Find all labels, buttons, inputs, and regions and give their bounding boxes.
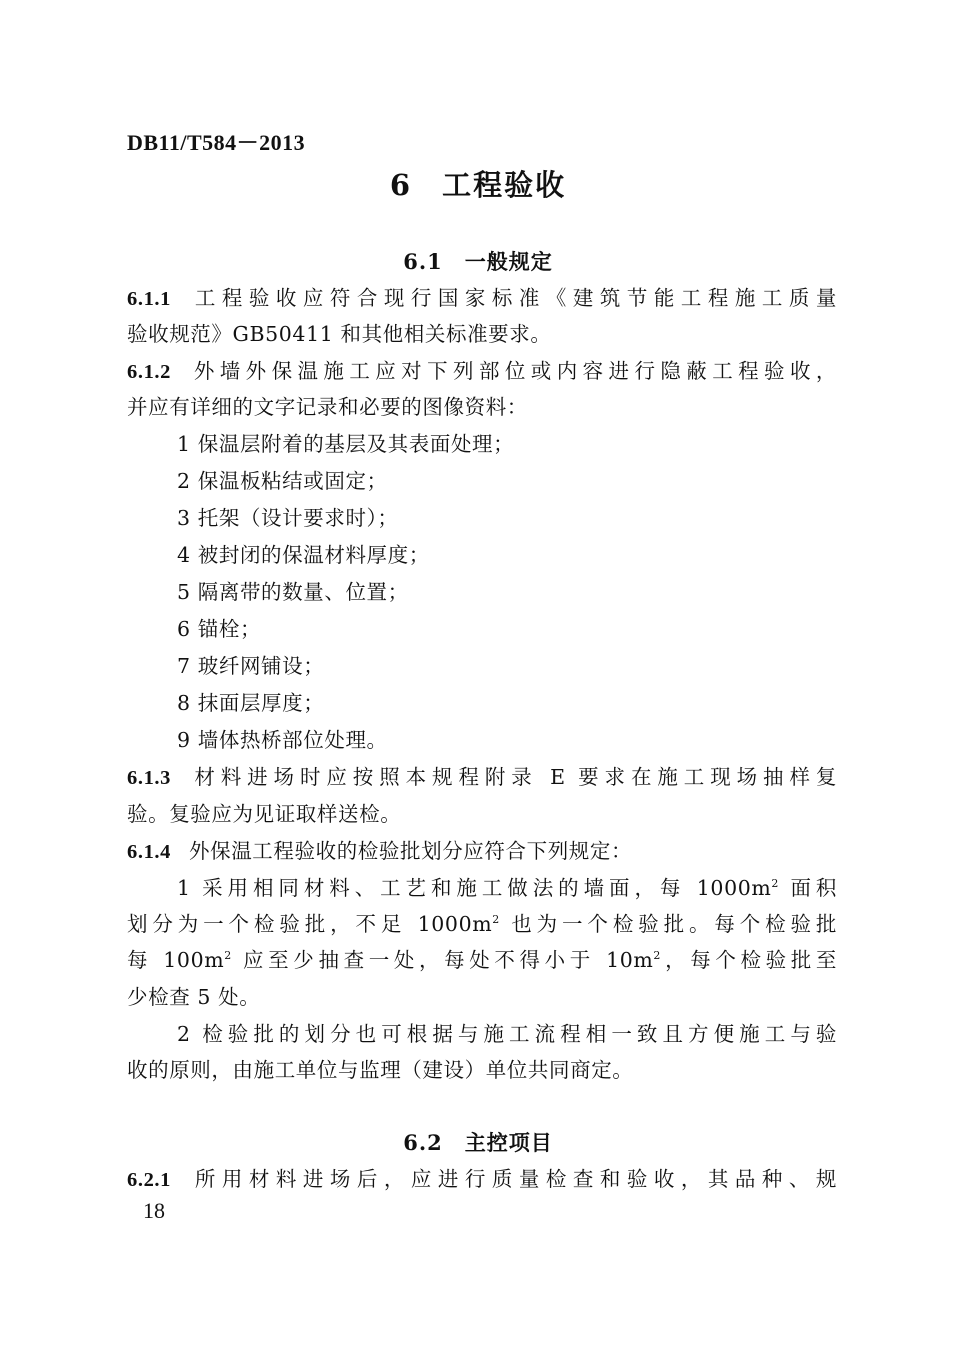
list-item: 5 隔离带的数量、位置； (177, 580, 409, 604)
list-item: 4 被封闭的保温材料厚度； (177, 543, 430, 567)
chapter-heading (0, 163, 956, 204)
section-number: 6.1 (403, 249, 443, 274)
section-heading-6-2 (0, 1127, 956, 1157)
text-run: 应至少抽查一处，每处不得小于 10m (231, 948, 654, 972)
clause-6-1-4-line-1 (127, 833, 837, 870)
list-item: 6 锚栓； (177, 617, 262, 641)
superscript: 2 (771, 877, 779, 891)
text-run: 面积 (779, 876, 837, 900)
clause-6-1-4-item-1-line-4: 少检查 5 处。 (127, 985, 261, 1009)
clause-number: 6.1.2 (127, 361, 171, 383)
section-title: 一般规定 (464, 249, 553, 274)
clause-number: 6.2.1 (127, 1169, 171, 1191)
list-item: 3 托架（设计要求时）； (177, 506, 399, 530)
clause-6-1-3-line-1 (127, 759, 837, 796)
section-heading-6-1 (0, 246, 956, 276)
clause-6-1-4-item-1-line-3 (127, 942, 837, 978)
page-number: 18 (143, 1198, 165, 1223)
section-number: 6.2 (403, 1130, 443, 1155)
clause-number: 6.1.4 (127, 841, 171, 863)
section-title: 主控项目 (464, 1130, 553, 1155)
clause-text: 工程验收应符合现行国家标准《建筑节能工程施工质量 (189, 286, 837, 310)
clause-6-1-4-item-1-line-1 (177, 870, 837, 906)
chapter-number: 6 (389, 168, 413, 202)
clause-number: 6.1.1 (127, 288, 171, 310)
clause-6-1-2-line-2: 并应有详细的文字记录和必要的图像资料： (127, 395, 528, 419)
clause-6-1-4-item-2-line-1: 2 检验批的划分也可根据与施工流程相一致且方便施工与验 (177, 1022, 837, 1046)
superscript: 2 (653, 949, 662, 963)
clause-text: 所用材料进场后，应进行质量检查和验收，其品种、规 (189, 1167, 837, 1191)
text-run: 1 采用相同材料、工艺和施工做法的墙面，每 1000m (177, 876, 772, 900)
clause-text: 材料进场时应按照本规程附录 E 要求在施工现场抽样复 (189, 765, 837, 789)
list-item: 8 抹面层厚度； (177, 691, 325, 715)
text-run: 每 100m (127, 948, 225, 972)
clause-number: 6.1.3 (127, 767, 171, 789)
clause-text: 外保温工程验收的检验批划分应符合下列规定： (189, 839, 633, 863)
text-run: 也为一个检验批。每个检验批 (499, 912, 838, 936)
clause-text: 外墙外保温施工应对下列部位或内容进行隐蔽工程验收， (189, 359, 837, 383)
clause-6-1-3-line-2: 验。复验应为见证取样送检。 (127, 802, 402, 826)
text-run: ，每个检验批至 (661, 948, 837, 972)
clause-6-1-4-item-1-line-2 (127, 906, 837, 942)
chapter-title: 工程验收 (442, 168, 567, 202)
clause-6-1-1-line-2: 验收规范》GB50411 和其他相关标准要求。 (127, 322, 552, 346)
list-item: 7 玻纤网铺设； (177, 654, 325, 678)
clause-6-2-1-line-1 (127, 1161, 837, 1198)
superscript: 2 (492, 913, 500, 927)
clause-6-1-2-line-1 (127, 353, 837, 390)
superscript: 2 (224, 949, 232, 963)
list-item: 2 保温板粘结或固定； (177, 469, 388, 493)
standard-code: DB11/T584－2013 (127, 130, 306, 155)
list-item: 9 墙体热桥部位处理。 (177, 728, 388, 752)
list-item: 1 保温层附着的基层及其表面处理； (177, 432, 515, 456)
text-run: 划分为一个检验批，不足 1000m (127, 912, 493, 936)
clause-6-1-4-item-2-line-2: 收的原则，由施工单位与监理（建设）单位共同商定。 (127, 1058, 634, 1082)
clause-6-1-1-line-1 (127, 280, 837, 317)
